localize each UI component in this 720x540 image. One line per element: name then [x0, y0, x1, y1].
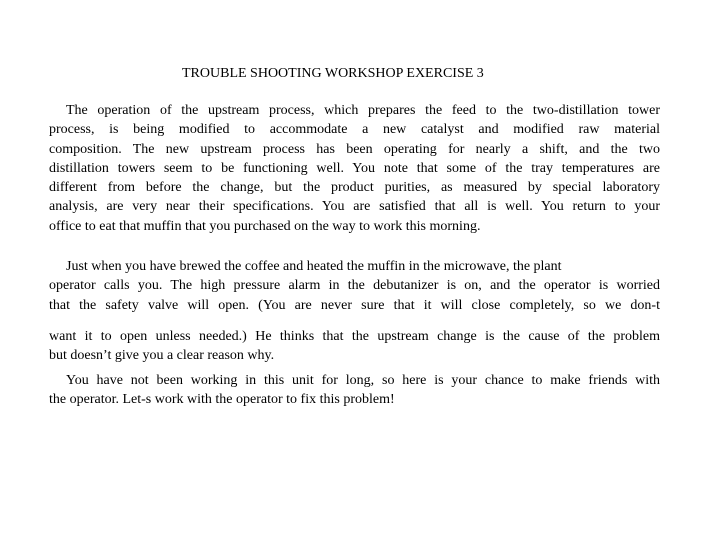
paragraph-1-line: analysis, are very near their specifications. You are satisfied that all is well. You return to your [49, 199, 660, 215]
paragraph-1-line: composition. The new upstream process has been operating for nearly a shift, and the two [49, 141, 660, 157]
paragraph-2 [49, 257, 660, 365]
paragraph-3 [49, 371, 660, 410]
line-gap [49, 315, 660, 327]
paragraph-1-line: different from before the change, but the product purities, as measured by special laboratory [49, 180, 660, 196]
paragraph-2-line: operator calls you. The high pressure alarm in the debutanizer is on, and the operator is worried [49, 278, 660, 294]
document-title: TROUBLE SHOOTING WORKSHOP EXERCISE 3 [182, 66, 484, 81]
paragraph-1-line: process, is being modified to accommodate a new catalyst and modified raw material [49, 122, 660, 138]
paragraph-1-line: The operation of the upstream process, which prepares the feed to the two-distillation tower [66, 103, 660, 118]
paragraph-2-line: but doesn’t give you a clear reason why. [49, 348, 275, 364]
paragraph-1 [49, 101, 660, 236]
paragraph-1-line: distillation towers seem to be functioning well. You note that some of the tray temperatures are [49, 160, 660, 176]
paragraph-2-line: Just when you have brewed the coffee and heated the muffin in the microwave, the plant [66, 259, 562, 274]
paragraph-2-line: that the safety valve will open. (You are never sure that it will close completely, so we don-t [49, 297, 660, 313]
paragraph-3-line: You have not been working in this unit for long, so here is your chance to make friends with [66, 373, 660, 388]
paragraph-3-line: the operator. Let-s work with the operator to fix this problem! [49, 392, 395, 408]
paragraph-2-line: want it to open unless needed.) He thinks that the upstream change is the cause of the problem [49, 328, 660, 344]
paragraph-1-line: office to eat that muffin that you purchased on the way to work this morning. [49, 218, 481, 234]
